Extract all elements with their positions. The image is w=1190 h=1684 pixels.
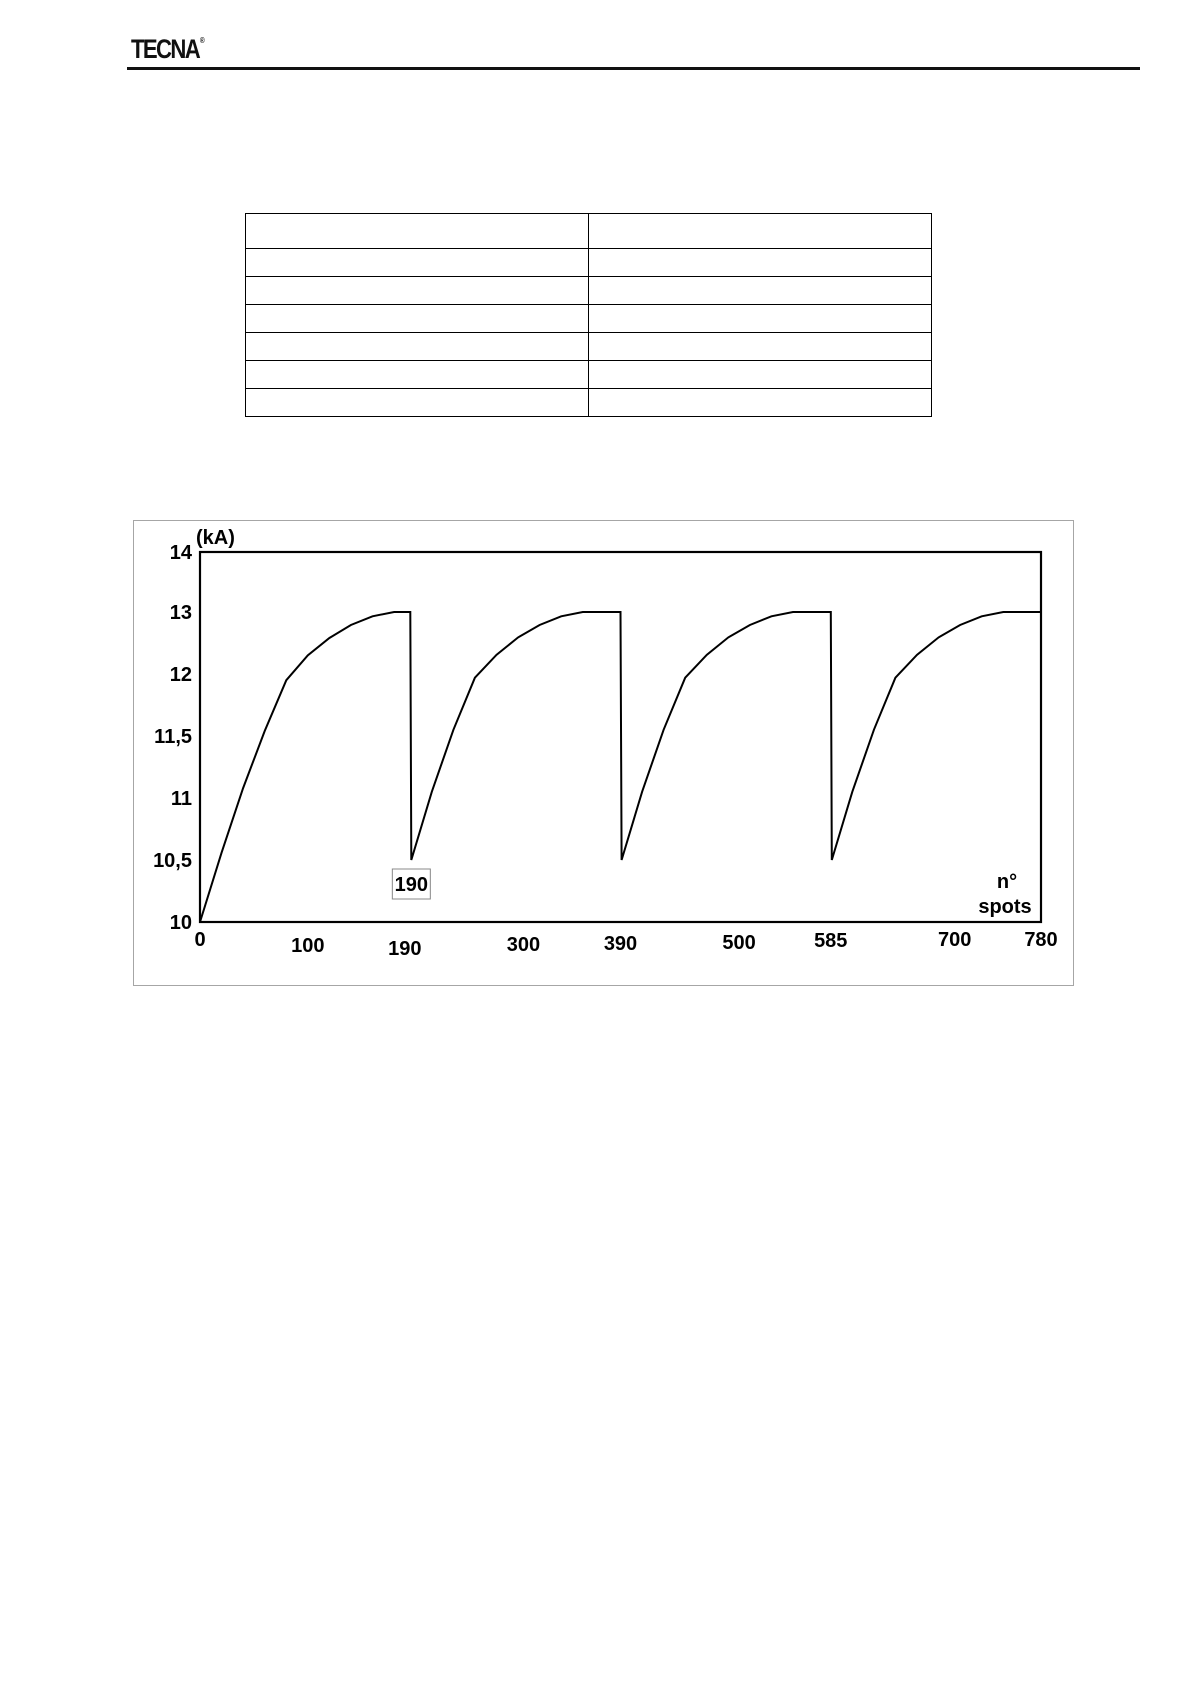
table-cell xyxy=(589,389,932,417)
x-tick-label: 585 xyxy=(814,930,848,952)
parameters-table-body xyxy=(246,214,932,417)
x-tick-label: 0 xyxy=(194,929,206,951)
x-tick-label: 500 xyxy=(722,932,756,954)
x-tick-label: 700 xyxy=(938,929,972,951)
x-axis-label-line2: spots xyxy=(978,896,1032,918)
table-row xyxy=(246,249,932,277)
y-tick-label: 14 xyxy=(169,542,192,564)
table-row xyxy=(246,277,932,305)
table-cell xyxy=(589,277,932,305)
x-tick-label: 190 xyxy=(388,938,422,960)
x-tick-label: 780 xyxy=(1024,929,1058,951)
table-header-row xyxy=(246,214,932,249)
y-tick-label: 11,5 xyxy=(154,726,192,748)
table-cell xyxy=(246,361,589,389)
y-tick-label: 13 xyxy=(169,602,192,624)
table-row xyxy=(246,361,932,389)
registered-mark: ® xyxy=(199,36,205,45)
table-cell xyxy=(246,389,589,417)
x-tick-label: 300 xyxy=(506,934,541,956)
y-tick-label: 10,5 xyxy=(153,850,192,872)
x-axis-label-line1: n° xyxy=(996,871,1018,893)
logo-text: TECNA xyxy=(131,34,200,64)
table-cell xyxy=(589,305,932,333)
header-rule xyxy=(127,67,1140,70)
table-cell xyxy=(589,361,932,389)
x-tick-label: 390 xyxy=(603,933,638,955)
table-row xyxy=(246,305,932,333)
table-cell xyxy=(246,333,589,361)
y-axis-label: (kA) xyxy=(196,527,235,549)
y-tick-label: 10 xyxy=(169,912,192,934)
y-tick-label: 11 xyxy=(170,788,192,810)
annotation-label: 190 xyxy=(394,874,429,896)
table-cell xyxy=(589,249,932,277)
table-cell xyxy=(246,214,589,249)
table-cell xyxy=(246,305,589,333)
table-row xyxy=(246,333,932,361)
table-row xyxy=(246,389,932,417)
table-cell xyxy=(589,214,932,249)
chart-frame xyxy=(134,521,1074,986)
chart-svg xyxy=(133,520,1074,986)
table-cell xyxy=(246,249,589,277)
table-cell xyxy=(246,277,589,305)
tecna-logo xyxy=(131,34,204,65)
current-chart xyxy=(133,520,1074,986)
y-tick-label: 12 xyxy=(169,664,192,686)
parameters-table xyxy=(245,213,932,417)
table-cell xyxy=(589,333,932,361)
x-tick-label: 100 xyxy=(291,935,325,957)
